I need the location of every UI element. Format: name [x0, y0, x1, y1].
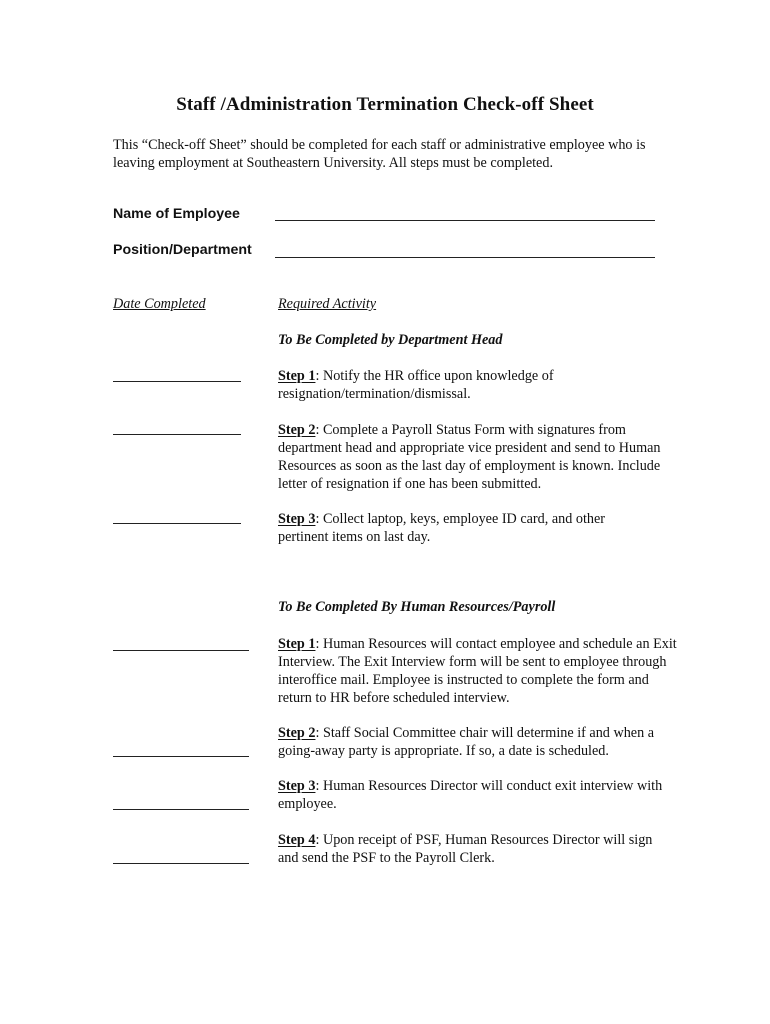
- step-label: Step 4: [278, 832, 316, 848]
- step-text: : Notify the HR office upon knowledge of resignation/termination/dismissal.: [278, 368, 554, 402]
- date-field-dept-step-1[interactable]: [113, 381, 241, 382]
- date-field-hr-step-2[interactable]: [113, 756, 249, 757]
- dept-step-3: [278, 510, 648, 546]
- date-field-hr-step-4[interactable]: [113, 863, 249, 864]
- step-label: Step 1: [278, 368, 316, 384]
- step-text: : Upon receipt of PSF, Human Resources Director will sign and send the PSF to the Payroll Clerk.: [278, 832, 653, 866]
- step-label: Step 1: [278, 636, 316, 652]
- step-label: Step 2: [278, 422, 316, 438]
- position-department-label: Position/Department: [113, 242, 252, 258]
- date-field-hr-step-1[interactable]: [113, 650, 249, 651]
- date-field-dept-step-2[interactable]: [113, 434, 241, 435]
- hr-payroll-section-heading: To Be Completed By Human Resources/Payroll: [278, 599, 556, 615]
- hr-step-1: [278, 635, 678, 707]
- step-text: : Human Resources will contact employee and schedule an Exit Interview. The Exit Interview form will be sent to employee through interoffice mail. Employee is instructed to complete the form and return to HR before scheduled interview.: [278, 636, 677, 706]
- step-text: : Staff Social Committee chair will determine if and when a going-away party is appropriate. If so, a date is scheduled.: [278, 725, 655, 759]
- intro-paragraph: This “Check-off Sheet” should be completed for each staff or administrative employee who is leaving employment at Southeastern University. All steps must be completed.: [113, 137, 646, 171]
- required-activity-header: Required Activity: [278, 296, 377, 312]
- date-field-hr-step-3[interactable]: [113, 809, 249, 810]
- dept-step-2: [278, 421, 668, 493]
- position-department-field[interactable]: [275, 257, 655, 258]
- step-label: Step 2: [278, 725, 316, 741]
- step-label: Step 3: [278, 511, 316, 527]
- step-label: Step 3: [278, 778, 316, 794]
- employee-name-field[interactable]: [275, 220, 655, 221]
- hr-step-4: [278, 831, 663, 867]
- hr-step-3: [278, 777, 668, 813]
- step-text: : Collect laptop, keys, employee ID card, and other pertinent items on last day.: [278, 511, 606, 545]
- step-text: : Complete a Payroll Status Form with signatures from department head and appropriate vice president and send to Human Resources as soon as the last day of employment is known. Include letter of resignation if one has been submitted.: [278, 422, 661, 492]
- step-text: : Human Resources Director will conduct exit interview with employee.: [278, 778, 663, 812]
- department-head-section-heading: To Be Completed by Department Head: [278, 332, 503, 348]
- hr-step-2: [278, 724, 678, 760]
- dept-step-1: [278, 367, 678, 403]
- date-completed-header: Date Completed: [113, 296, 206, 312]
- page-title: Staff /Administration Termination Check-off Sheet: [176, 94, 594, 115]
- date-field-dept-step-3[interactable]: [113, 523, 241, 524]
- employee-name-label: Name of Employee: [113, 206, 240, 222]
